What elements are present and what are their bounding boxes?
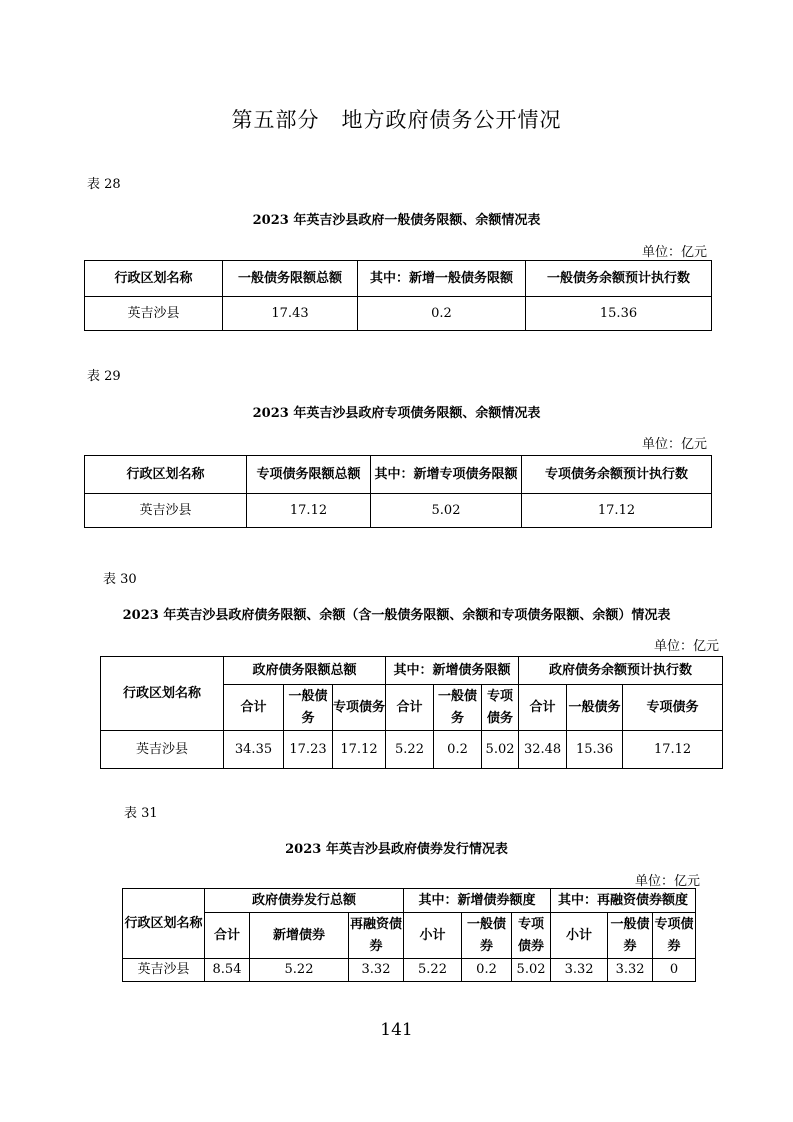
table-30-unit: 单位：亿元 bbox=[654, 639, 720, 654]
table-29-unit: 单位：亿元 bbox=[642, 437, 708, 452]
region-header: 行政区划名称 bbox=[101, 657, 224, 731]
header-cell: 其中：新增专项债务限额 bbox=[371, 456, 522, 494]
sub-header: 合计 bbox=[224, 685, 284, 731]
table-31-unit: 单位：亿元 bbox=[635, 874, 701, 889]
sub-header: 小计 bbox=[551, 913, 608, 959]
table-28-unit: 单位：亿元 bbox=[642, 245, 708, 260]
value-cell: 3.32 bbox=[608, 959, 653, 982]
value-cell: 17.43 bbox=[223, 297, 358, 331]
value-cell: 15.36 bbox=[526, 297, 712, 331]
region-cell: 英吉沙县 bbox=[123, 959, 205, 982]
header-cell: 其中：新增一般债务限额 bbox=[358, 261, 526, 297]
value-cell: 17.12 bbox=[623, 731, 723, 769]
value-cell: 0.2 bbox=[462, 959, 512, 982]
sub-header: 一般债务 bbox=[567, 685, 623, 731]
value-cell: 17.23 bbox=[284, 731, 333, 769]
region-header: 行政区划名称 bbox=[123, 889, 205, 959]
region-cell: 英吉沙县 bbox=[101, 731, 224, 769]
sub-header: 再融资债券 bbox=[349, 913, 404, 959]
group-header: 其中：新增债务限额 bbox=[386, 657, 519, 685]
value-cell: 5.02 bbox=[371, 494, 522, 528]
header-cell: 一般债务限额总额 bbox=[223, 261, 358, 297]
header-cell: 行政区划名称 bbox=[85, 261, 223, 297]
value-cell: 32.48 bbox=[519, 731, 567, 769]
value-cell: 8.54 bbox=[205, 959, 250, 982]
table-30-title: 2023 年英吉沙县政府债务限额、余额（含一般债务限额、余额和专项债务限额、余额）情况表 bbox=[122, 608, 671, 623]
sub-header: 新增债券 bbox=[250, 913, 349, 959]
region-cell: 英吉沙县 bbox=[85, 494, 247, 528]
page-number: 141 bbox=[380, 1020, 413, 1040]
value-cell: 3.32 bbox=[349, 959, 404, 982]
sub-header: 专项债务 bbox=[623, 685, 723, 731]
value-cell: 15.36 bbox=[567, 731, 623, 769]
table-30-label: 表 30 bbox=[103, 572, 137, 587]
sub-header: 一般债务 bbox=[284, 685, 333, 731]
value-cell: 5.22 bbox=[250, 959, 349, 982]
header-cell: 专项债务余额预计执行数 bbox=[522, 456, 712, 494]
table-28 bbox=[84, 260, 712, 331]
sub-header: 一般债务 bbox=[434, 685, 482, 731]
value-cell: 5.22 bbox=[404, 959, 462, 982]
table-28-title: 2023 年英吉沙县政府一般债务限额、余额情况表 bbox=[252, 213, 541, 228]
value-cell: 0 bbox=[653, 959, 696, 982]
group-header: 政府债务限额总额 bbox=[224, 657, 386, 685]
table-30 bbox=[100, 656, 723, 769]
sub-header: 一般债券 bbox=[608, 913, 653, 959]
group-header: 政府债务余额预计执行数 bbox=[519, 657, 723, 685]
table-31-label: 表 31 bbox=[124, 806, 158, 821]
table-28-label: 表 28 bbox=[87, 177, 121, 192]
table-29-label: 表 29 bbox=[87, 369, 121, 384]
value-cell: 5.02 bbox=[512, 959, 551, 982]
value-cell: 17.12 bbox=[333, 731, 386, 769]
value-cell: 5.02 bbox=[482, 731, 519, 769]
sub-header: 专项债务 bbox=[482, 685, 519, 731]
sub-header: 专项债券 bbox=[512, 913, 551, 959]
table-29 bbox=[84, 455, 712, 528]
sub-header: 合计 bbox=[205, 913, 250, 959]
sub-header: 专项债券 bbox=[653, 913, 696, 959]
page-title: 第五部分 地方政府债务公开情况 bbox=[231, 108, 562, 132]
table-29-title: 2023 年英吉沙县政府专项债务限额、余额情况表 bbox=[252, 406, 541, 421]
header-cell: 一般债务余额预计执行数 bbox=[526, 261, 712, 297]
group-header: 其中：再融资债券额度 bbox=[551, 889, 696, 913]
group-header: 政府债券发行总额 bbox=[205, 889, 404, 913]
value-cell: 34.35 bbox=[224, 731, 284, 769]
group-header: 其中：新增债券额度 bbox=[404, 889, 551, 913]
table-31-title: 2023 年英吉沙县政府债券发行情况表 bbox=[285, 842, 508, 857]
sub-header: 合计 bbox=[386, 685, 434, 731]
value-cell: 3.32 bbox=[551, 959, 608, 982]
sub-header: 小计 bbox=[404, 913, 462, 959]
header-cell: 专项债务限额总额 bbox=[247, 456, 371, 494]
value-cell: 0.2 bbox=[358, 297, 526, 331]
region-cell: 英吉沙县 bbox=[85, 297, 223, 331]
value-cell: 17.12 bbox=[522, 494, 712, 528]
value-cell: 5.22 bbox=[386, 731, 434, 769]
value-cell: 17.12 bbox=[247, 494, 371, 528]
sub-header: 合计 bbox=[519, 685, 567, 731]
sub-header: 专项债务 bbox=[333, 685, 386, 731]
table-31 bbox=[122, 888, 696, 982]
value-cell: 0.2 bbox=[434, 731, 482, 769]
header-cell: 行政区划名称 bbox=[85, 456, 247, 494]
sub-header: 一般债券 bbox=[462, 913, 512, 959]
